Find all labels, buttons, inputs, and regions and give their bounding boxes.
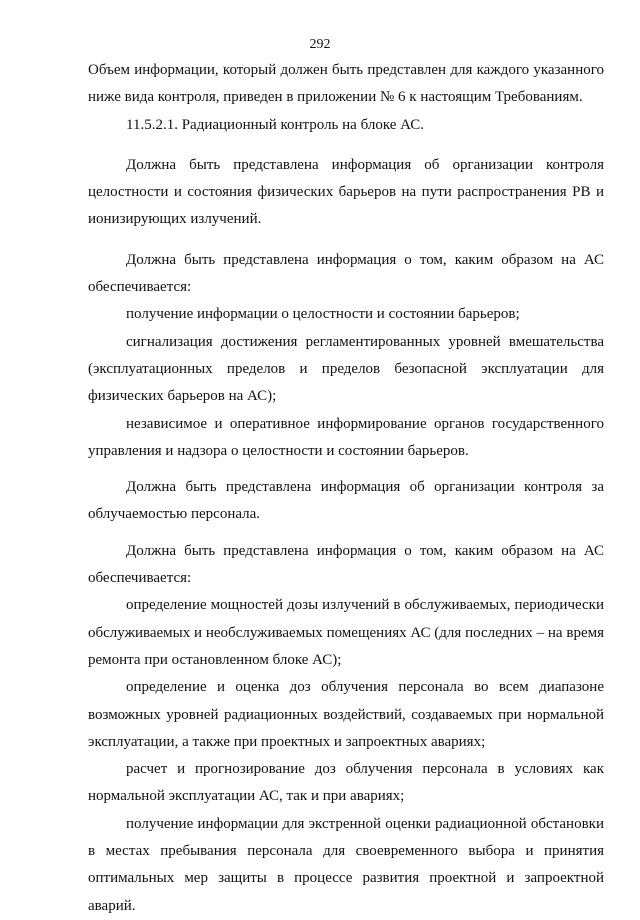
paragraph-intro: Объем информации, который должен быть представлен для каждого указанного ниже вида контроля, приведен в приложении № 6 к настоящим Требованиям.: [88, 62, 604, 106]
paragraph-barriers-provision: Должна быть представлена информация о том, каким образом на АС обеспечивается:: [88, 251, 604, 296]
page-number: 292: [309, 37, 331, 52]
list-item: независимое и оперативное информирование органов государственного управления и надзора о целостности и состоянии барьеров.: [88, 415, 604, 459]
paragraph-exposure-provision: Должна быть представлена информация о том, каким образом на АС обеспечивается:: [88, 542, 604, 587]
section-heading: 11.5.2.1. Радиационный контроль на блоке АС.: [126, 116, 424, 133]
document-body: [88, 57, 604, 920]
list-item: получение информации для экстренной оценки радиационной обстановки в местах пребывания персонала для своевременного выбора и принятия оптимальных мер защиты в процессе развития проектной и запроектной аварий.: [88, 815, 604, 914]
list-item: определение и оценка доз облучения персонала во всем диапазоне возможных уровней радиационных воздействий, создаваемых при нормальной эксплуатации, а также при проектных и запроектных авариях;: [88, 679, 604, 750]
list-item: расчет и прогнозирование доз облучения персонала в условиях как нормальной эксплуатации АС, так и при авариях;: [88, 761, 604, 805]
paragraph-barriers-info: Должна быть представлена информация об организации контроля целостности и состояния физических барьеров на пути распространения РВ и ионизирующих излучений.: [88, 156, 604, 228]
paragraph-exposure-info: Должна быть представлена информация об организации контроля за облучаемостью персонала.: [88, 479, 604, 523]
list-item: определение мощностей дозы излучений в обслуживаемых, периодически обслуживаемых и необслуживаемых помещениях АС (для последних – на время ремонта при остановленном блоке АС);: [88, 597, 604, 668]
list-item: сигнализация достижения регламентированных уровней вмешательства (эксплуатационных пределов и пределов безопасной эксплуатации для физических барьеров на АС);: [88, 333, 604, 405]
list-item: получение информации о целостности и состоянии барьеров;: [126, 306, 520, 323]
